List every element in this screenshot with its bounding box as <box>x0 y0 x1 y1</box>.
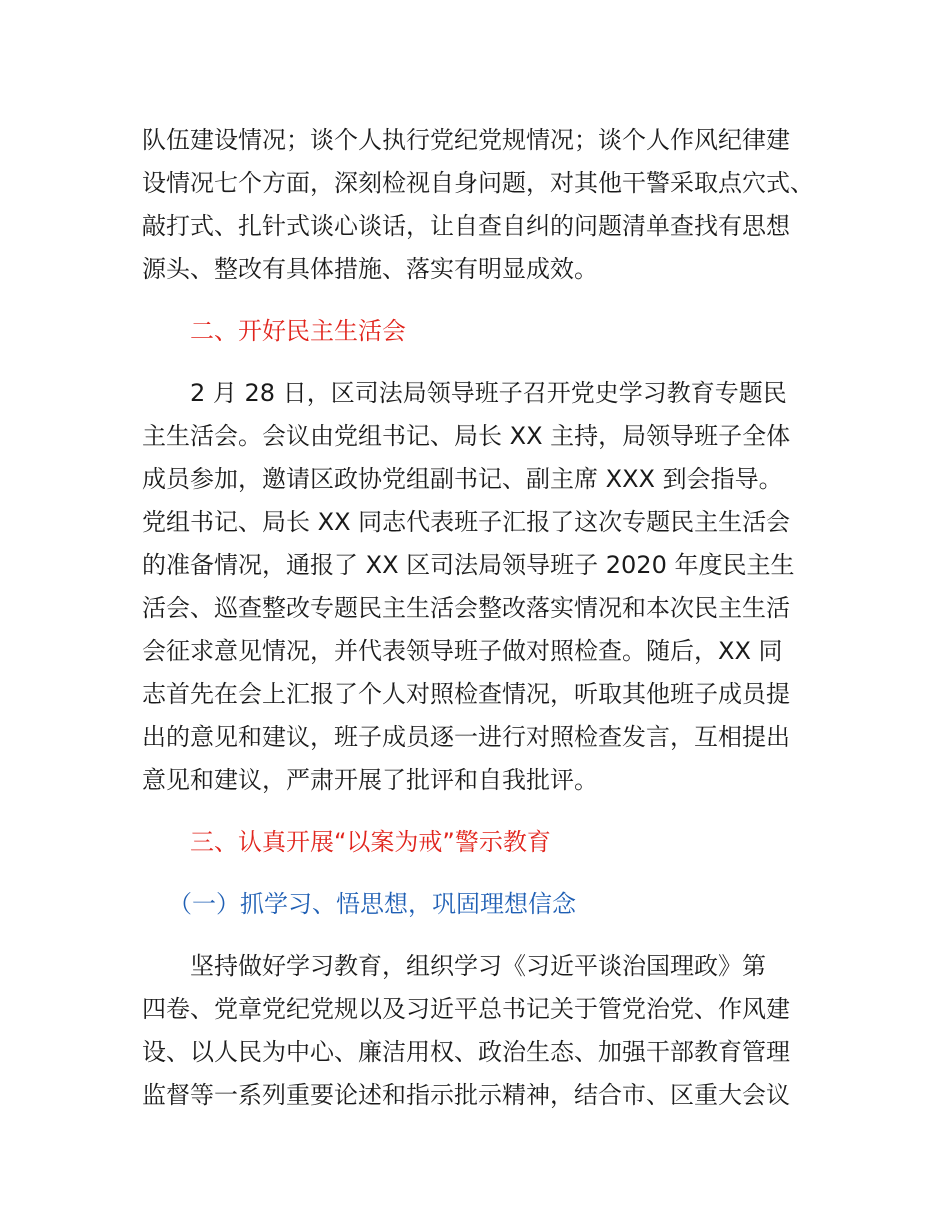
paragraph-3-line-1: 坚持做好学习教育，组织学习《习近平谈治国理政》第 <box>190 952 766 980</box>
paragraph-2-line-8: 志首先在会上汇报了个人对照检查情况，听取其他班子成员提 <box>142 680 790 708</box>
paragraph-1-line-2: 设情况七个方面，深刻检视自身问题，对其他干警采取点穴式、 <box>142 169 814 197</box>
paragraph-2-line-4: 党组书记、局长 XX 同志代表班子汇报了这次专题民主生活会 <box>142 508 791 536</box>
paragraph-2-line-9: 出的意见和建议，班子成员逐一进行对照检查发言，互相提出 <box>142 723 790 751</box>
paragraph-1-line-3: 敲打式、扎针式谈心谈话，让自查自纠的问题清单查找有思想 <box>142 212 790 240</box>
paragraph-2-line-10: 意见和建议，严肃开展了批评和自我批评。 <box>142 766 598 794</box>
subheading-1: （一）抓学习、悟思想，巩固理想信念 <box>168 890 576 918</box>
paragraph-2-line-5: 的准备情况，通报了 XX 区司法局领导班子 2020 年度民主生 <box>142 551 795 579</box>
paragraph-2-line-1: 2 月 28 日，区司法局领导班子召开党史学习教育专题民 <box>190 379 787 407</box>
paragraph-2-line-7: 会征求意见情况，并代表领导班子做对照检查。随后，XX 同 <box>142 637 783 665</box>
section-heading-2: 二、开好民主生活会 <box>190 317 406 345</box>
paragraph-3-line-3: 设、以人民为中心、廉洁用权、政治生态、加强干部教育管理 <box>142 1038 790 1066</box>
paragraph-2-line-6: 活会、巡查整改专题民主生活会整改落实情况和本次民主生活 <box>142 594 790 622</box>
paragraph-1-line-4: 源头、整改有具体措施、落实有明显成效。 <box>142 255 598 283</box>
paragraph-2-line-3: 成员参加，邀请区政协党组副书记、副主席 XXX 到会指导。 <box>142 465 783 493</box>
paragraph-3-line-2: 四卷、党章党纪党规以及习近平总书记关于管党治党、作风建 <box>142 995 790 1023</box>
section-heading-3: 三、认真开展“以案为戒”警示教育 <box>190 828 551 856</box>
paragraph-2-line-2: 主生活会。会议由党组书记、局长 XX 主持，局领导班子全体 <box>142 422 791 450</box>
paragraph-3-line-4: 监督等一系列重要论述和指示批示精神，结合市、区重大会议 <box>142 1081 790 1109</box>
paragraph-1-line-1: 队伍建设情况；谈个人执行党纪党规情况；谈个人作风纪律建 <box>142 126 790 154</box>
